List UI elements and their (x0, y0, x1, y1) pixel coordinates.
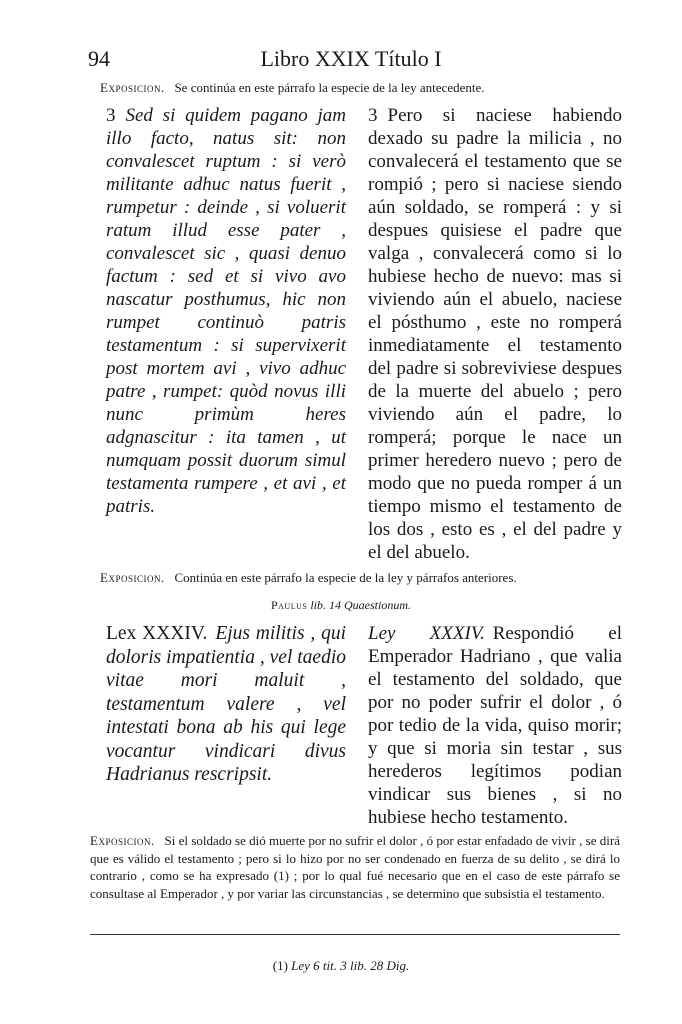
running-head: Libro XXIX Título I (260, 46, 442, 71)
exposition-label: Exposicion. (100, 80, 165, 95)
attribution-author: Paulus (270, 598, 308, 612)
spanish-text: Respondió el Emperador Hadriano , que valia el testamento del soldado, que por no poder sufrir el dolor , ó por tedio de la vida, quiso morir; y que si moria sin testar , sus herederos legítimos podian vindicar sus bienes , si no hubiese hecho testamento. (368, 623, 622, 828)
latin-paragraph-3 (106, 104, 346, 518)
spanish-ley-34 (368, 622, 622, 829)
page-header (86, 46, 616, 76)
exposition-paragraph (90, 832, 620, 902)
paragraph-number: 3 (368, 105, 378, 126)
attribution-work: lib. 14 Quaestionum. (310, 598, 411, 612)
footnote-divider (90, 934, 620, 935)
exposition-label: Exposicion. (90, 833, 155, 848)
exposition-heading-1 (100, 80, 485, 96)
exposition-text: Continúa en este párrafo la especie de la ley y párrafos anteriores. (174, 570, 517, 585)
latin-text: Sed si quidem pagano jam illo facto, natus sit: non convalescet ruptum : si verò militante adhuc natus fuerit , rumpetur : deinde , si voluerit ratum illud esse pater , convalescet sic , quasi denuo factum : sed et si vivo avo nascatur posthumus, hic non rumpet continuò patris testamentum : si supervixerit post mortem avi , vivo adhuc patre , rumpet: quòd novus illi nunc primùm heres adgnascitur : ita tamen , ut numquam possit duorum simul testamenta rumpere , et avi , et patris. (106, 105, 346, 517)
paragraph-number: 3 (106, 105, 116, 126)
exposition-text: Se continúa en este párrafo la especie de la ley antecedente. (174, 80, 485, 95)
exposition-label: Exposicion. (100, 570, 165, 585)
footnote (0, 958, 682, 974)
latin-lex-34 (106, 622, 346, 787)
exposition-heading-2 (100, 570, 517, 586)
page-number: 94 (88, 46, 110, 71)
ley-heading: Ley XXXIV. (368, 623, 485, 644)
footnote-marker: (1) (272, 958, 288, 973)
spanish-paragraph-3 (368, 104, 622, 564)
footnote-text: Ley 6 tit. 3 lib. 28 Dig. (291, 958, 410, 973)
lex-heading: Lex XXXIV. (106, 623, 208, 644)
spanish-text: Pero si naciese habiendo dexado su padre la milicia , no convalecerá el testamento que se rompió ; pero si naciese siendo aún soldado, se romperá : y si despues quisiese el padre que valga , convalecerá como si lo hubiese hecho de nuevo: mas si viviendo aún el abuelo, naciese el pósthumo , este no romperá inmediatamente el testamento del padre si sobreviviese despues de la muerte del abuelo ; pero viviendo aún el padre, lo romperá; porque le nace un primer heredero nuevo ; pero de modo que no pueda romper á un tiempo mismo el testamento de los dos , esto es , el del padre y el del abuelo. (368, 105, 622, 563)
source-attribution (0, 598, 682, 613)
latin-text: Ejus militis , qui doloris impatientia , vel taedio vitae mori maluit , testamentum valere , vel intestati bona ab his qui lege vocantur vindicari divus Hadrianus rescripsit. (106, 623, 346, 785)
exposition-text: Si el soldado se dió muerte por no sufrir el dolor , ó por estar enfadado de vivir , se dirá que es válido el testamento ; pero si lo hizo por no ser condenado en fuerza de su delito , se dirá lo contrario , como se ha expresado (1) ; por lo qual fué necesario que en el caso de este párrafo se consultase al Emperador , y por variar las circunstancias , se determino que subsistia el testamento. (90, 833, 620, 901)
